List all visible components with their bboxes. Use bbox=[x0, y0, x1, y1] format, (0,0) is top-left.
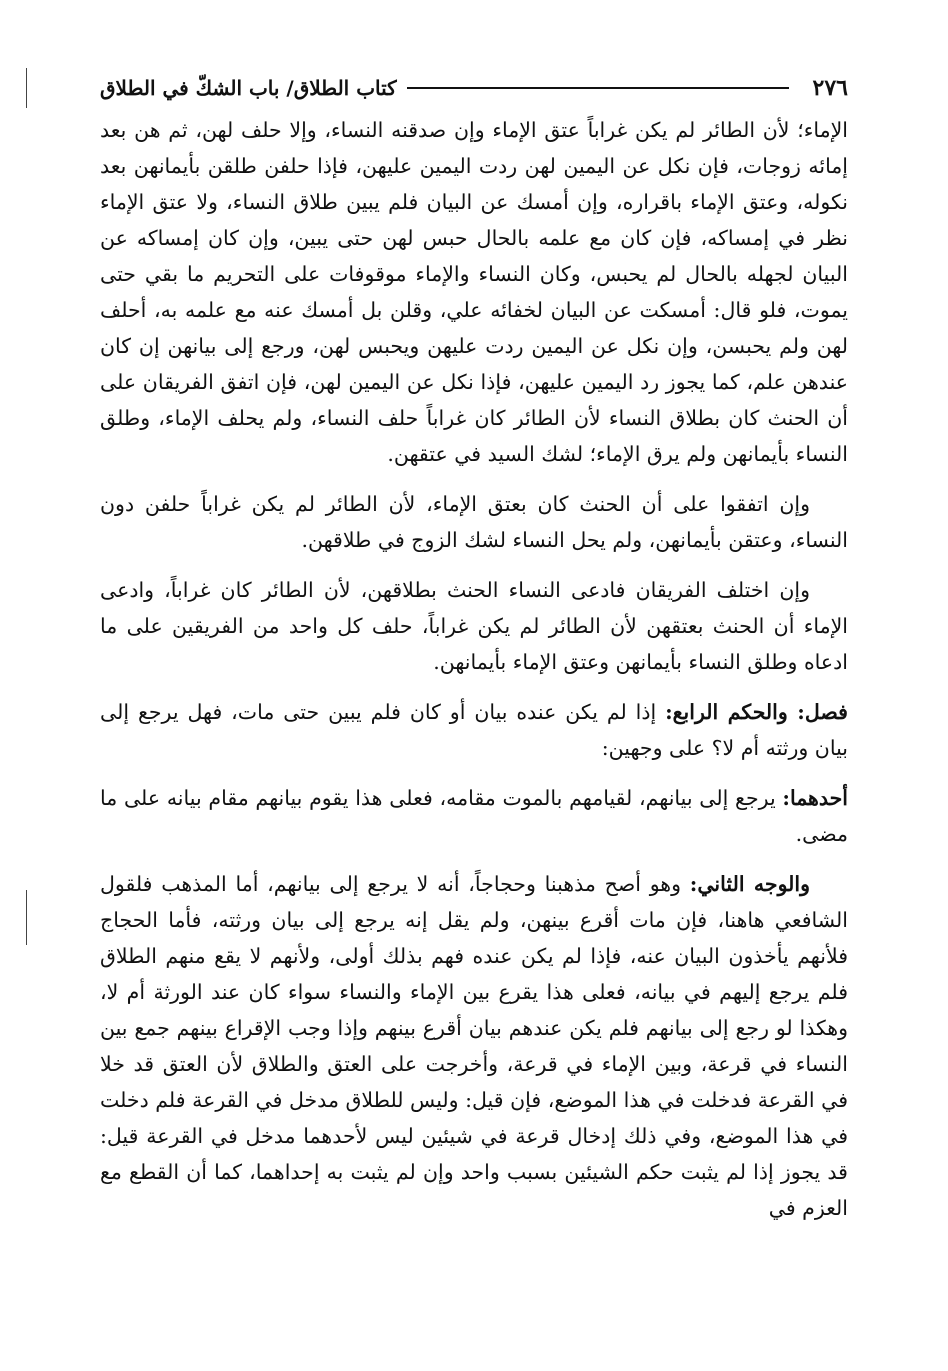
paragraph-3 bbox=[100, 572, 848, 680]
paragraph-6-text: وهو أصح مذهبنا وحجاجاً، أنه لا يرجع إلى بيانهم، أما المذهب فلقول الشافعي هاهنا، فإن مات أقرع بينهن، ولم يقل إنه يرجع إلى بيان ورثته، فأما الحجاج فلأنهم يأخذون البيان عنه، فإذا لم يكن عنده فهم بذلك أولى، ولأنهم لا يقع منهم الطلاق فلم يرجع إليهم في بيانه، فعلى هذا يقرع بين الإماء والنساء سواء كان عند الورثة أم لا، وهكذا لو رجع إلى بيانهم فلم يكن عندهم بيان أقرع بينهم وإذا وجب الإقراع بينهم جمع بين النساء في قرعة، وبين الإماء في قرعة، وأخرجت على العتق والطلاق لأن العتق قد خلا في القرعة فدخلت في هذا الموضع، فإن قيل: وليس للطلاق مدخل في القرعة فلم دخلت في هذا الموضع، وفي ذلك إدخال قرعة في شيئين ليس لأحدهما مدخل في القرعة قيل: قد يجوز إذا لم يثبت حكم الشيئين بسبب واحد وإن لم يثبت به إحداهما، كما أن القطع مع العزم في bbox=[100, 872, 848, 1220]
paragraph-1 bbox=[100, 112, 848, 472]
paragraph-3-text: وإن اختلف الفريقان فادعى النساء الحنث بطلاقهن، لأن الطائر كان غراباً، وادعى الإماء أن الحنث بعتقهن لأن الطائر لم يكن غراباً، حلف كل واحد من الفريقين على ما ادعاه وطلق النساء بأيمانهن وعتق الإماء بأيمانهن. bbox=[100, 578, 848, 674]
left-margin-mark-2 bbox=[26, 890, 27, 945]
second-view-heading: والوجه الثاني: bbox=[689, 872, 811, 896]
running-title: كتاب الطلاق/ باب الشكّ في الطلاق bbox=[100, 76, 397, 100]
paragraph-1-text: الإماء؛ لأن الطائر لم يكن غراباً عتق الإماء وإن صدقنه النساء، وإلا حلف لهن، ثم هن بعد إمائه زوجات، فإن نكل عن اليمين لهن ردت اليمين عليهن، فإذا حلفن طلقن بأيمانهن بعد نكوله، وعتق الإماء باقراره، وإن أمسك عن البيان فلم يبين طلاق النساء، ولا عتق الإماء نظر في إمساكه، فإن كان مع علمه بالحال حبس لهن حتى يبين، وإن كان إمساكه عن البيان لجهله بالحال لم يحبس، وكان النساء والإماء موقوفات على التحريم ما بقي حتى يموت، فلو قال: أمسكت عن البيان لخفائه علي، وقلن بل أمسك عنه مع علمه به، أحلف لهن ولم يحبسن، وإن نكل عن اليمين ردت عليهن ويحبس لهن، ورجع إلى بيانهن إن كان عندهن علم، كما يجوز رد اليمين عليهن، فإذا نكل عن اليمين لهن، فإن اتفق الفريقان على أن الحنث كان بطلاق النساء لأن الطائر كان غراباً حلف النساء، ولم يحلف الإماء، وطلق النساء بأيمانهن ولم يرق الإماء؛ لشك السيد في عتقهن. bbox=[100, 118, 848, 466]
paragraph-4 bbox=[100, 694, 848, 766]
page-number: ٢٧٦ bbox=[812, 75, 848, 101]
body-text bbox=[100, 112, 848, 1240]
page-header bbox=[100, 68, 848, 108]
paragraph-6 bbox=[100, 866, 848, 1226]
paragraph-5 bbox=[100, 780, 848, 852]
header-rule bbox=[407, 87, 789, 89]
paragraph-5-text: يرجع إلى بيانهم، لقيامهم بالموت مقامه، فعلى هذا يقوم بيانهم مقام بيانه على ما مضى. bbox=[100, 786, 848, 846]
paragraph-4-text: إذا لم يكن عنده بيان أو كان فلم يبين حتى مات، فهل يرجع إلى بيان ورثته أم لا؟ على وجهين: bbox=[100, 700, 848, 760]
first-view-heading: أحدهما: bbox=[782, 786, 848, 810]
left-margin-mark-1 bbox=[26, 68, 27, 108]
paragraph-2-text: وإن اتفقوا على أن الحنث كان بعتق الإماء، لأن الطائر لم يكن غراباً حلفن دون النساء، وعتقن بأيمانهن، ولم يحل النساء لشك الزوج في طلاقهن. bbox=[100, 492, 848, 552]
paragraph-2 bbox=[100, 486, 848, 558]
section-heading: فصل: والحكم الرابع: bbox=[665, 700, 848, 724]
